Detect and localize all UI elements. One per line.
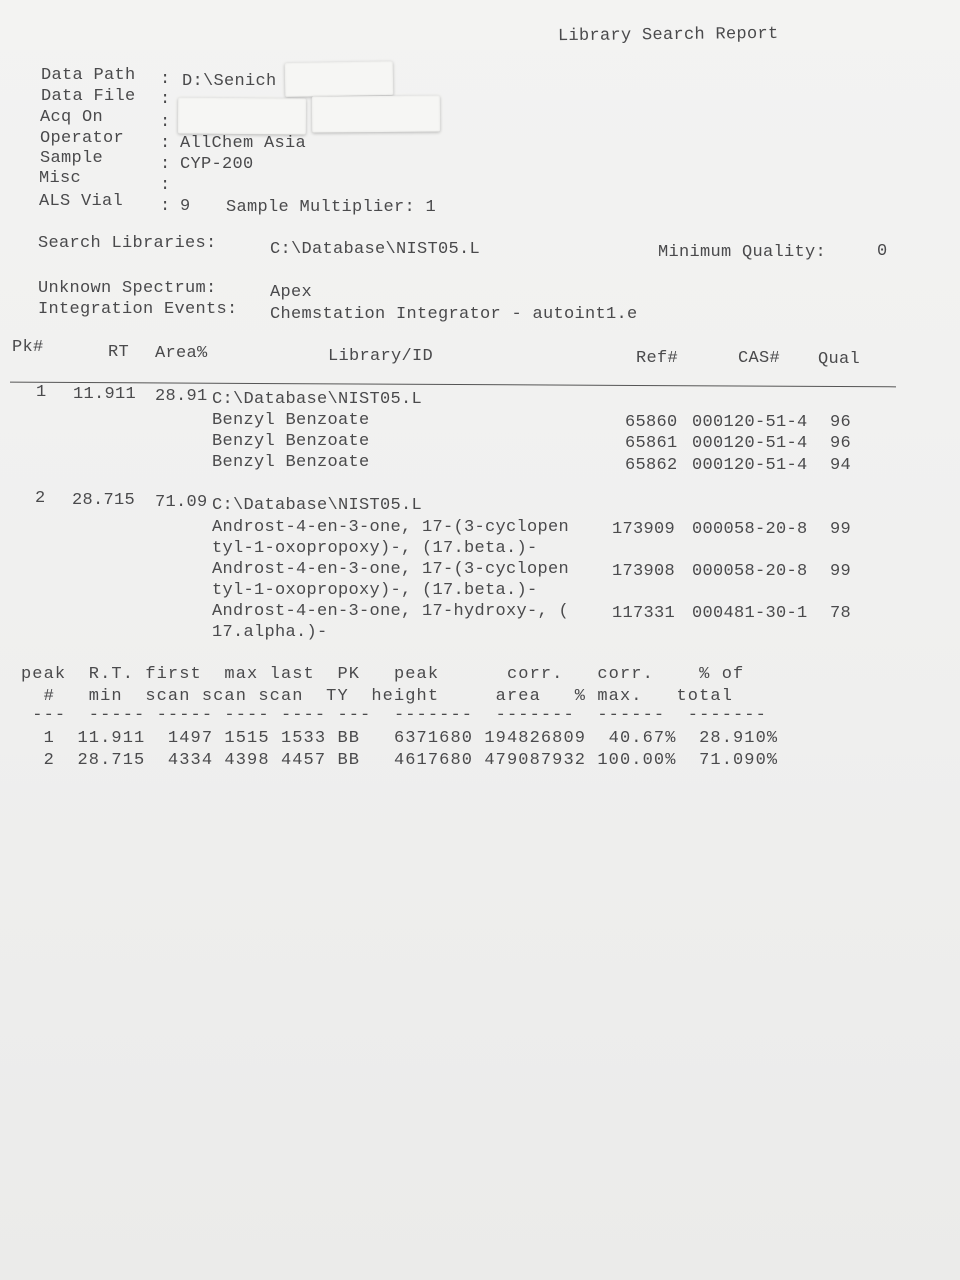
report-title: Library Search Report xyxy=(557,24,779,47)
col-pk: Pk# xyxy=(12,338,44,357)
peak-library: C:\Database\NIST05.L xyxy=(212,496,423,515)
hit-ref: 65862 xyxy=(625,456,678,475)
hit-cas: 000058-20-8 xyxy=(692,562,808,581)
sample-value: CYP-200 xyxy=(180,155,254,174)
redaction-patch xyxy=(285,61,394,97)
hit-ref: 117331 xyxy=(612,604,676,623)
table-row: 1 11.911 1497 1515 1533 BB 6371680 194826809 40.67% 28.910% xyxy=(21,729,779,748)
search-libraries-label: Search Libraries: xyxy=(38,234,217,253)
peak-area: 28.91 xyxy=(155,387,208,406)
hit-qual: 99 xyxy=(830,562,852,581)
col-library: Library/ID xyxy=(328,347,434,366)
hit-qual: 78 xyxy=(830,604,852,623)
redaction-patch xyxy=(312,95,440,132)
unknown-spectrum-value: Apex xyxy=(270,283,313,302)
hit-cas: 000481-30-1 xyxy=(692,604,808,623)
misc-label: Misc xyxy=(39,169,82,188)
data-path-value: D:\Senich xyxy=(182,72,277,91)
hit-ref: 65860 xyxy=(625,413,678,432)
peak-number: 2 xyxy=(35,489,46,508)
hit-name-cont: tyl-1-oxopropoxy)-, (17.beta.)- xyxy=(212,581,538,600)
data-path-colon: : xyxy=(160,70,171,89)
peak-library: C:\Database\NIST05.L xyxy=(212,390,423,409)
col-area: Area% xyxy=(155,344,208,363)
hit-name: Benzyl Benzoate xyxy=(212,453,370,472)
integration-events-value: Chemstation Integrator - autoint1.e xyxy=(270,305,638,324)
hit-name: Androst-4-en-3-one, 17-(3-cyclopen xyxy=(212,560,570,579)
hit-cas: 000120-51-4 xyxy=(692,456,808,475)
hit-name: Benzyl Benzoate xyxy=(212,432,370,451)
hit-name: Androst-4-en-3-one, 17-hydroxy-, ( xyxy=(212,602,570,621)
hit-ref: 65861 xyxy=(625,434,678,453)
table-header-line2: # min scan scan scan TY height area % max. total xyxy=(21,687,734,706)
peak-area: 71.09 xyxy=(155,493,208,512)
als-vial-label: ALS Vial xyxy=(39,192,124,211)
sample-multiplier: Sample Multiplier: 1 xyxy=(226,198,437,217)
hit-name: Androst-4-en-3-one, 17-(3-cyclopen xyxy=(212,518,570,537)
table-dash-line: --- ----- ----- ---- ---- --- ------- ------- ------ ------- xyxy=(21,706,767,725)
col-ref: Ref# xyxy=(636,349,679,368)
minimum-quality-value: 0 xyxy=(877,242,888,261)
als-vial-value: 9 xyxy=(180,197,191,216)
sample-label: Sample xyxy=(40,149,104,168)
table-row: 2 28.715 4334 4398 4457 BB 4617680 479087932 100.00% 71.090% xyxy=(21,751,779,770)
hit-ref: 173909 xyxy=(612,520,676,539)
peak-rt: 11.911 xyxy=(73,385,137,404)
table-header-line1: peak R.T. first max last PK peak corr. corr. % of xyxy=(21,665,745,684)
hit-cas: 000058-20-8 xyxy=(692,520,808,539)
col-qual: Qual xyxy=(818,350,861,369)
operator-value: AllChem Asia xyxy=(180,134,307,153)
hit-cas: 000120-51-4 xyxy=(692,413,808,432)
hit-name: Benzyl Benzoate xyxy=(212,411,370,430)
integration-events-label: Integration Events: xyxy=(38,300,238,319)
search-libraries-value: C:\Database\NIST05.L xyxy=(270,240,481,259)
unknown-spectrum-label: Unknown Spectrum: xyxy=(38,279,217,298)
minimum-quality-label: Minimum Quality: xyxy=(658,243,827,262)
col-cas: CAS# xyxy=(738,349,781,368)
header-rule xyxy=(10,382,896,388)
data-file-colon: : xyxy=(160,90,171,109)
sample-colon: : xyxy=(160,155,171,174)
hit-qual: 94 xyxy=(830,456,852,475)
hit-qual: 99 xyxy=(830,520,852,539)
peak-rt: 28.715 xyxy=(72,491,136,510)
hit-name-cont: tyl-1-oxopropoxy)-, (17.beta.)- xyxy=(212,539,538,558)
data-path-label: Data Path xyxy=(41,66,136,85)
data-file-label: Data File xyxy=(41,87,136,106)
acq-on-label: Acq On xyxy=(40,108,104,127)
acq-on-colon: : xyxy=(160,113,171,132)
hit-qual: 96 xyxy=(830,413,852,432)
hit-ref: 173908 xyxy=(612,562,676,581)
col-rt: RT xyxy=(108,343,130,362)
operator-label: Operator xyxy=(40,129,125,148)
misc-colon: : xyxy=(160,176,171,195)
als-vial-colon: : xyxy=(160,197,171,216)
operator-colon: : xyxy=(160,134,171,153)
peak-number: 1 xyxy=(36,383,47,402)
redaction-patch xyxy=(178,97,306,134)
hit-name-cont: 17.alpha.)- xyxy=(212,623,328,642)
hit-qual: 96 xyxy=(830,434,852,453)
hit-cas: 000120-51-4 xyxy=(692,434,808,453)
